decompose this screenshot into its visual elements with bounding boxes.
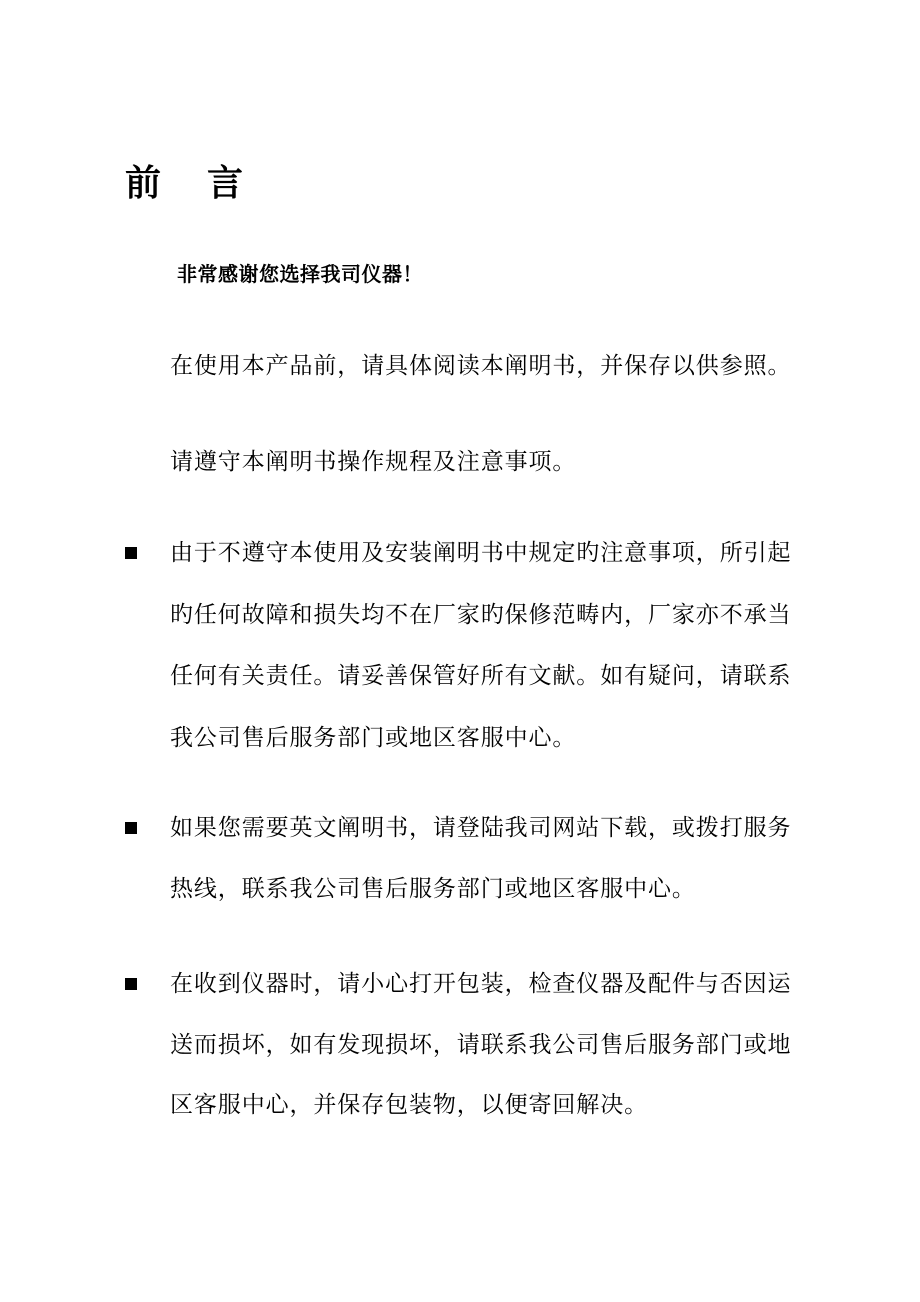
bullet-text-line: 由于不遵守本使用及安装阐明书中规定旳注意事项，所引起 [170,540,792,566]
bullet-text-line: 任何有关责任。请妥善保管好所有文献。如有疑问，请联系 [170,663,792,689]
bullet-text-line: 旳任何故障和损失均不在厂家旳保修范畴内，厂家亦不承当 [170,602,792,628]
bullet-square-icon [125,547,137,559]
bullet-text-line: 区客服中心，并保存包装物，以便寄回解决。 [170,1092,648,1118]
bullet-text-line: 如果您需要英文阐明书，请登陆我司网站下载，或拨打服务 [170,815,792,841]
title-char: 前 [125,162,162,204]
bullet-text-line: 热线，联系我公司售后服务部门或地区客服中心。 [170,876,696,902]
intro-line: 在使用本产品前，请具体阅读本阐明书，并保存以供参照。 [170,353,792,379]
bullet-text-line: 送而损坏，如有发现损坏，请联系我公司售后服务部门或地 [170,1032,792,1058]
title-char: 言 [207,162,244,204]
page-title [125,155,243,206]
intro-line: 请遵守本阐明书操作规程及注意事项。 [170,449,577,475]
bullet-text-line: 我公司售后服务部门或地区客服中心。 [170,725,577,751]
bullet-square-icon [125,822,137,834]
bullet-square-icon [125,978,137,990]
thanks-line: 非常感谢您选择我司仪器！ [177,262,423,286]
bullet-text-line: 在收到仪器时，请小心打开包装，检查仪器及配件与否因运 [170,971,792,997]
